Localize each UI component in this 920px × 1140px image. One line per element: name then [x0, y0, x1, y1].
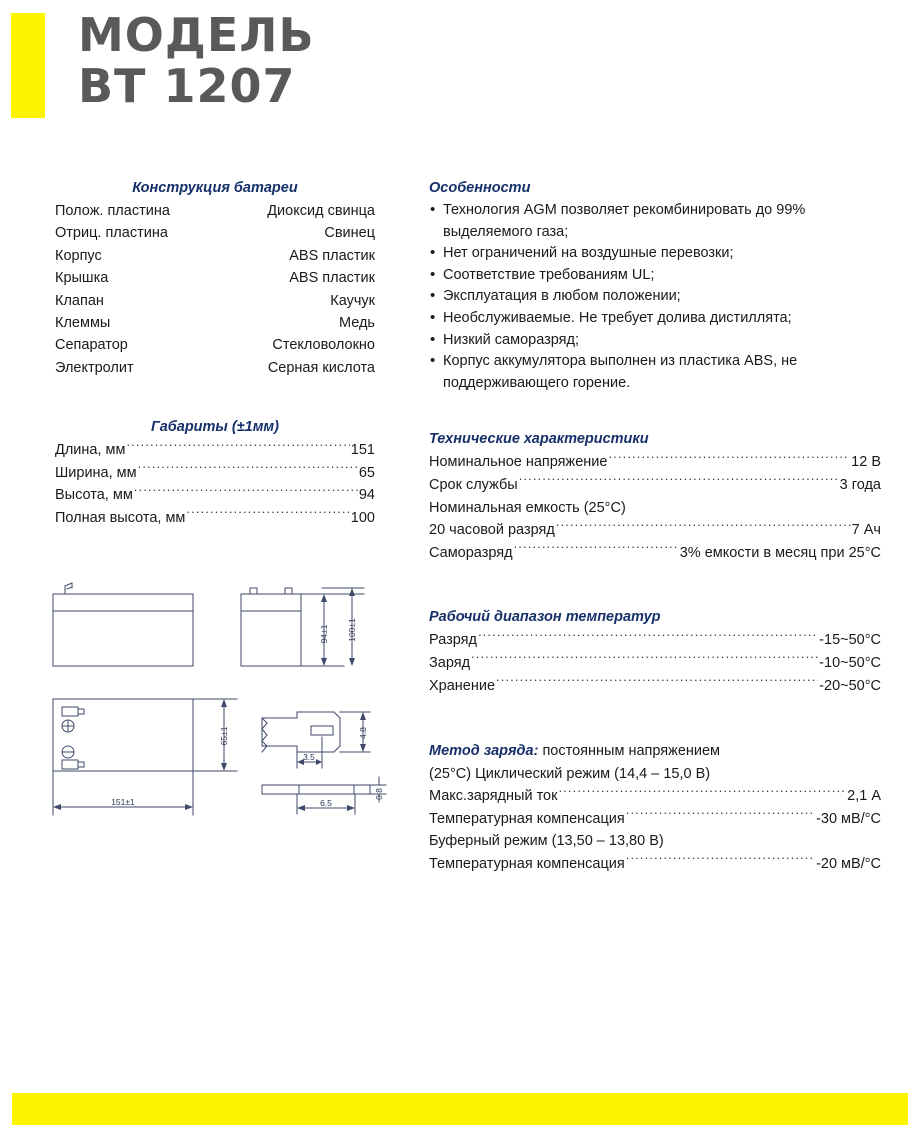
- leader-dots: [514, 543, 679, 557]
- row-key: Номинальное напряжение: [429, 454, 608, 471]
- drawings-svg: [34, 572, 394, 822]
- row-key: Саморазряд: [429, 544, 513, 561]
- row-value: Стекловолокно: [272, 337, 375, 354]
- table-row: [55, 439, 375, 462]
- table-row: [55, 222, 375, 244]
- row-value: Свинец: [324, 225, 375, 242]
- dimensions-section: [55, 417, 375, 529]
- row-key: Клеммы: [55, 315, 111, 332]
- title-block: [78, 10, 598, 112]
- list-item: • Соответствие требованиям UL;: [429, 265, 881, 287]
- list-item: • Технология AGM позволяет рекомбинировать до 99% выделяемого газа;: [429, 200, 881, 243]
- construction-heading: Конструкция батареи: [132, 180, 298, 196]
- table-row: [429, 675, 881, 698]
- row-value: Серная кислота: [267, 359, 375, 376]
- row-key: Корпус: [55, 247, 102, 264]
- leader-dots: [519, 475, 839, 489]
- table-row: [429, 808, 881, 831]
- row-value: 65: [358, 464, 375, 481]
- table-row: [55, 312, 375, 334]
- dim-height-94: 94±1: [319, 624, 329, 644]
- row-value: -15~50°C: [819, 632, 881, 649]
- row-value: 94: [358, 487, 375, 504]
- table-row: [55, 507, 375, 530]
- row-value: ABS пластик: [289, 247, 375, 264]
- dim-length-151: 151±1: [111, 797, 135, 807]
- leader-dots: [558, 786, 846, 800]
- leader-dots: [478, 630, 818, 644]
- dim-terminal-4-8: 4.8: [358, 727, 368, 739]
- page-title-label: МОДЕЛЬ: [78, 8, 315, 62]
- charging-mode-cyclic: (25°C) Циклический режим (14,4 – 15,0 В): [429, 765, 711, 782]
- row-key: Длина, мм: [55, 442, 126, 459]
- charging-mode-buffer: Буферный режим (13,50 – 13,80 В): [429, 833, 664, 850]
- dim-width-65: 65±1: [219, 726, 229, 746]
- accent-bar-top: [11, 13, 45, 118]
- table-row: [55, 484, 375, 507]
- list-item: • Корпус аккумулятора выполнен из пластика ABS, не поддерживающего горение.: [429, 351, 881, 394]
- dim-terminal-3-5: 3.5: [303, 752, 315, 762]
- row-value: 100: [350, 510, 375, 527]
- drawing-dimension-labels: [111, 618, 384, 808]
- row-value: 2,1 А: [847, 788, 881, 805]
- list-item: • Низкий саморазряд;: [429, 330, 881, 352]
- row-key: Высота, мм: [55, 487, 133, 504]
- leader-dots: [186, 508, 349, 522]
- row-key: Полная высота, мм: [55, 510, 186, 527]
- table-row: [55, 267, 375, 289]
- row-key: Крышка: [55, 270, 109, 287]
- charging-section: [429, 740, 881, 876]
- charging-method-text: постоянным напряжением: [542, 743, 721, 760]
- table-row: [429, 853, 881, 876]
- drawing-side-view: [53, 583, 193, 666]
- row-value: 151: [350, 442, 375, 459]
- leader-dots: [126, 440, 349, 454]
- leader-dots: [556, 520, 851, 534]
- row-key: Электролит: [55, 359, 134, 376]
- technical-section: [429, 429, 881, 564]
- right-column: [429, 178, 881, 876]
- technical-drawings: [34, 572, 394, 822]
- row-key: Макс.зарядный ток: [429, 788, 558, 805]
- dim-bar-6-5: 6.5: [320, 798, 332, 808]
- table-row: [55, 357, 375, 379]
- table-row: [429, 519, 881, 542]
- charging-method-label: Метод заряда:: [429, 743, 539, 760]
- row-value: 7 Ач: [851, 522, 881, 539]
- row-key: Ширина, мм: [55, 464, 137, 481]
- row-key: Разряд: [429, 632, 477, 649]
- construction-table: [55, 200, 375, 379]
- table-row: Номинальная емкость (25°C): [429, 499, 626, 516]
- dim-bar-0-8: 0.8: [374, 788, 384, 800]
- drawing-end-view: [241, 588, 364, 666]
- table-row: [55, 200, 375, 222]
- table-row: [55, 334, 375, 356]
- charging-method-line: [429, 740, 881, 763]
- table-row: [429, 652, 881, 675]
- row-value: 3 года: [839, 476, 881, 493]
- row-value: -10~50°C: [819, 654, 881, 671]
- row-value: 12 В: [851, 454, 881, 471]
- row-key: Отриц. пластина: [55, 225, 168, 242]
- row-value: Медь: [338, 315, 375, 332]
- leader-dots: [496, 676, 818, 690]
- temperature-heading: Рабочий диапазон температур: [429, 609, 661, 626]
- drawing-top-view: [53, 699, 237, 815]
- row-value: Каучук: [330, 292, 375, 309]
- table-row: [55, 245, 375, 267]
- technical-heading: Технические характеристики: [429, 431, 649, 448]
- row-value: -20~50°C: [819, 677, 881, 694]
- table-row: [429, 629, 881, 652]
- dim-height-100: 100±1: [347, 618, 357, 642]
- row-value: -30 мВ/°C: [816, 810, 881, 827]
- list-item: • Эксплуатация в любом положении;: [429, 286, 881, 308]
- page-title-model-code: BT 1207: [78, 59, 296, 113]
- row-key: Температурная компенсация: [429, 810, 625, 827]
- row-key: Полож. пластина: [55, 203, 170, 219]
- leader-dots: [608, 452, 850, 466]
- list-item: • Нет ограничений на воздушные перевозки;: [429, 243, 881, 265]
- temperature-section: [429, 607, 881, 697]
- row-key: Срок службы: [429, 476, 518, 493]
- table-row: [429, 451, 881, 474]
- table-row: [55, 462, 375, 485]
- row-key: Клапан: [55, 292, 104, 309]
- leader-dots: [471, 653, 818, 667]
- table-row: [429, 785, 881, 808]
- features-heading: Особенности: [429, 180, 531, 196]
- row-value: Диоксид свинца: [267, 203, 375, 219]
- table-row: [55, 290, 375, 312]
- list-item: • Необслуживаемые. Не требует долива дистиллята;: [429, 308, 881, 330]
- leader-dots: [138, 463, 358, 477]
- features-list: [429, 200, 881, 394]
- leader-dots: [626, 809, 815, 823]
- leader-dots: [626, 854, 815, 868]
- row-key: 20 часовой разряд: [429, 522, 555, 539]
- row-value: ABS пластик: [289, 270, 375, 287]
- accent-bar-bottom: [12, 1093, 908, 1125]
- left-column: [55, 178, 375, 530]
- row-key: Заряд: [429, 654, 471, 671]
- row-value: -20 мВ/°C: [816, 856, 881, 873]
- row-key: Сепаратор: [55, 337, 128, 354]
- row-value: 3% емкости в месяц при 25°C: [679, 544, 881, 561]
- row-key: Хранение: [429, 677, 496, 694]
- dimensions-heading: Габариты (±1мм): [151, 419, 279, 436]
- table-row: [429, 474, 881, 497]
- row-key: Температурная компенсация: [429, 856, 625, 873]
- leader-dots: [134, 485, 358, 499]
- table-row: [429, 542, 881, 565]
